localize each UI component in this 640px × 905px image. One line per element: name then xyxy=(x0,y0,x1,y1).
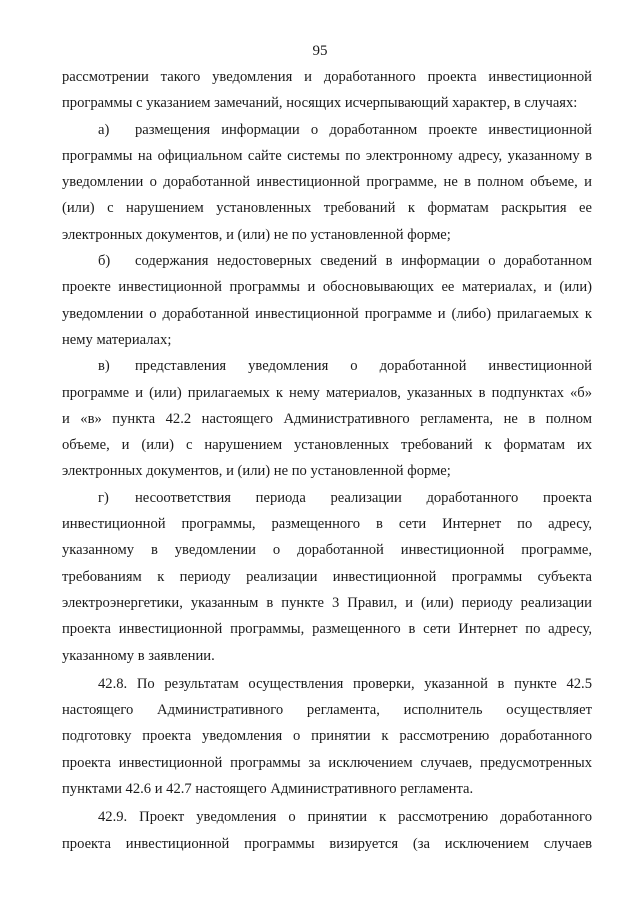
list-marker: а) xyxy=(98,121,110,138)
list-marker: б) xyxy=(98,253,111,270)
text-line: программе и (или) прилагаемых к нему материалов, указанных в подпунктах «б» xyxy=(62,384,592,401)
text-line: программы с указанием замечаний, носящих исчерпывающий характер, в случаях: xyxy=(62,95,578,112)
text-line: проекта инвестиционной программы, размещенного в сети Интернет по адресу, xyxy=(62,621,592,638)
text-line: объеме, и (или) с нарушением установленных требований к форматам их xyxy=(62,437,592,454)
text-line: настоящего Административного регламента, исполнитель осуществляет xyxy=(62,702,592,719)
text-line: и «в» пункта 42.2 настоящего Административного регламента, не в полном xyxy=(62,410,592,427)
document-body xyxy=(62,64,592,857)
list-item-g xyxy=(62,485,592,511)
list-item-b xyxy=(62,248,592,274)
list-marker: в) xyxy=(98,358,110,375)
text-line: рассмотрении такого уведомления и доработанного проекта инвестиционной xyxy=(62,69,592,85)
text-line: проекта инвестиционной программы за исключением случаев, предусмотренных xyxy=(62,754,592,771)
paragraph-42-8-first-line: 42.8. По результатам осуществления проверки, указанной в пункте 42.5 xyxy=(98,675,592,692)
text-line: инвестиционной программы, размещенного в сети Интернет по адресу, xyxy=(62,516,592,533)
list-item-a xyxy=(62,117,592,143)
text-line: требованиям к периоду реализации инвестиционной программы субъекта xyxy=(62,568,592,585)
text-line: проекта инвестиционной программы визируется (за исключением случаев xyxy=(62,835,592,852)
text-line: пунктами 42.6 и 42.7 настоящего Административного регламента. xyxy=(62,781,474,798)
text-line: проекте инвестиционной программы и обосновывающих ее материалах, и (или) xyxy=(62,279,592,296)
list-item-text: содержания недостоверных сведений в информации о доработанном xyxy=(135,253,592,270)
list-item-v xyxy=(62,353,592,379)
list-marker: г) xyxy=(98,489,109,506)
text-line: подготовку проекта уведомления о принятии к рассмотрению доработанного xyxy=(62,728,592,745)
text-line: уведомлении о доработанной инвестиционной программе и (либо) прилагаемых к xyxy=(62,305,592,322)
text-line: (или) с нарушением установленных требований к форматам раскрытия ее xyxy=(62,200,592,217)
list-item-text: представления уведомления о доработанной инвестиционной xyxy=(135,358,592,375)
text-line: программы на официальном сайте системы по электронному адресу, указанному в xyxy=(62,147,592,164)
text-line: электроэнергетики, указанным в пункте 3 Правил, и (или) периоду реализации xyxy=(62,594,592,611)
list-item-text: размещения информации о доработанном проекте инвестиционной xyxy=(135,121,592,138)
page-number: 95 xyxy=(312,43,328,59)
paragraph-42-9-first-line: 42.9. Проект уведомления о принятии к рассмотрению доработанного xyxy=(98,809,592,826)
text-line: указанному в уведомлении о доработанной инвестиционной программе, xyxy=(62,542,592,559)
list-item-text: несоответствия периода реализации доработанного проекта xyxy=(135,489,592,506)
text-line: электронных документов, и (или) не по установленной форме; xyxy=(62,226,451,243)
text-line: нему материалах; xyxy=(62,331,172,348)
text-line: уведомлении о доработанной инвестиционной программе, не в полном объеме, и xyxy=(62,174,592,191)
text-line: электронных документов, и (или) не по установленной форме; xyxy=(62,463,451,480)
text-line: указанному в заявлении. xyxy=(62,647,215,664)
